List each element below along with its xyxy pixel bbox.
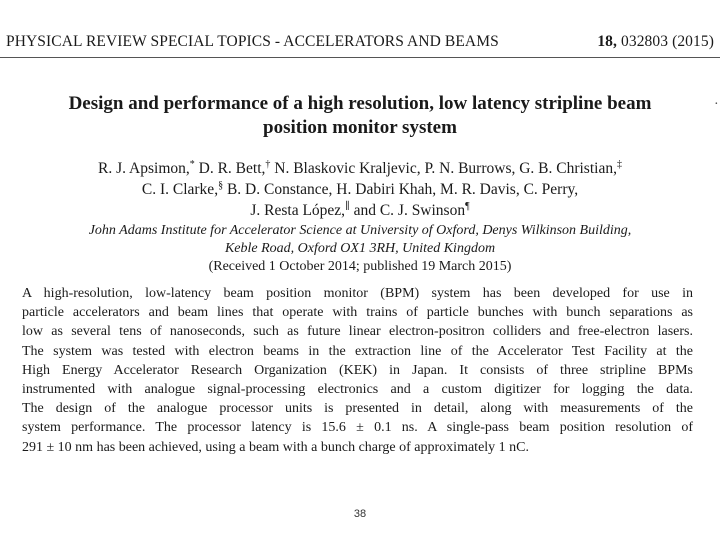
paper-title [20, 92, 700, 140]
received-published-dates: (Received 1 October 2014; published 19 March 2015) [208, 259, 512, 274]
header-rule [0, 57, 720, 58]
margin-mark: · [714, 97, 719, 112]
affiliation-line-2: Keble Road, Oxford OX1 3RH, United Kingdom [224, 241, 496, 256]
author-footnote-mark: * [189, 159, 195, 170]
volume-number: 18, [597, 33, 618, 50]
abstract-line: particle accelerators and beam lines that operate with trains of particle bunches with bunch separations as [22, 305, 693, 321]
author-line-1 [20, 158, 700, 179]
title-line-1: Design and performance of a high resolution, low latency stripline beam [68, 93, 652, 114]
abstract-line: A high-resolution, low-latency beam position monitor (BPM) system has been developed for use in [22, 286, 693, 301]
affiliation [20, 222, 700, 258]
title-line-2: position monitor system [263, 117, 457, 138]
abstract [22, 284, 693, 457]
affiliation-line-1: John Adams Institute for Accelerator Science at University of Oxford, Denys Wilkinson Building, [88, 223, 632, 238]
abstract-line: The design of the analogue processor units is presented in detail, along with measurements of the [22, 401, 693, 417]
author-name: B. D. Constance, H. Dabiri Khah, M. R. Davis, C. Perry, [226, 181, 579, 198]
author-line-3 [20, 200, 700, 221]
slide-page-number: 38 [353, 508, 367, 520]
author-name: D. R. Bett, [198, 160, 266, 177]
author-name: and C. J. Swinson [353, 202, 466, 219]
article-number-year: 032803 (2015) [617, 33, 714, 50]
abstract-line: High Energy Accelerator Research Organization (KEK) in Japan. It consists of three stripline BPMs [22, 362, 693, 378]
journal-name: PHYSICAL REVIEW SPECIAL TOPICS - ACCELERATORS AND BEAMS [6, 33, 499, 50]
author-footnote-mark: § [218, 180, 224, 191]
author-name: R. J. Apsimon, [98, 160, 190, 177]
journal-volume [597, 33, 714, 51]
author-name: J. Resta López, [250, 202, 346, 219]
author-footnote-mark: ‡ [616, 159, 622, 170]
author-footnote-mark: ∥ [345, 201, 350, 212]
author-name: C. I. Clarke, [141, 181, 219, 198]
abstract-line: low as several tens of nanoseconds, such as future linear electron-positron colliders and free-electron lasers. [22, 324, 693, 340]
author-line-2 [20, 179, 700, 200]
abstract-line: 291 ± 10 nm has been achieved, using a beam with a bunch charge of approximately 1 nC. [22, 439, 530, 455]
author-footnote-mark: ¶ [465, 201, 470, 212]
author-footnote-mark: † [265, 159, 271, 170]
abstract-line: instrumented with analogue signal-processing electronics and a custom digitizer for logging the data. [22, 382, 693, 398]
abstract-line: The system was tested with electron beams in the extraction line of the Accelerator Test Facility at the [22, 343, 693, 359]
abstract-line: system performance. The processor latency is 15.6 ± 0.1 ns. A single-pass beam position resolution of [22, 420, 693, 436]
journal-header [6, 33, 714, 55]
author-name: N. Blaskovic Kraljevic, P. N. Burrows, G. B. Christian, [274, 160, 617, 177]
author-list [20, 158, 700, 221]
